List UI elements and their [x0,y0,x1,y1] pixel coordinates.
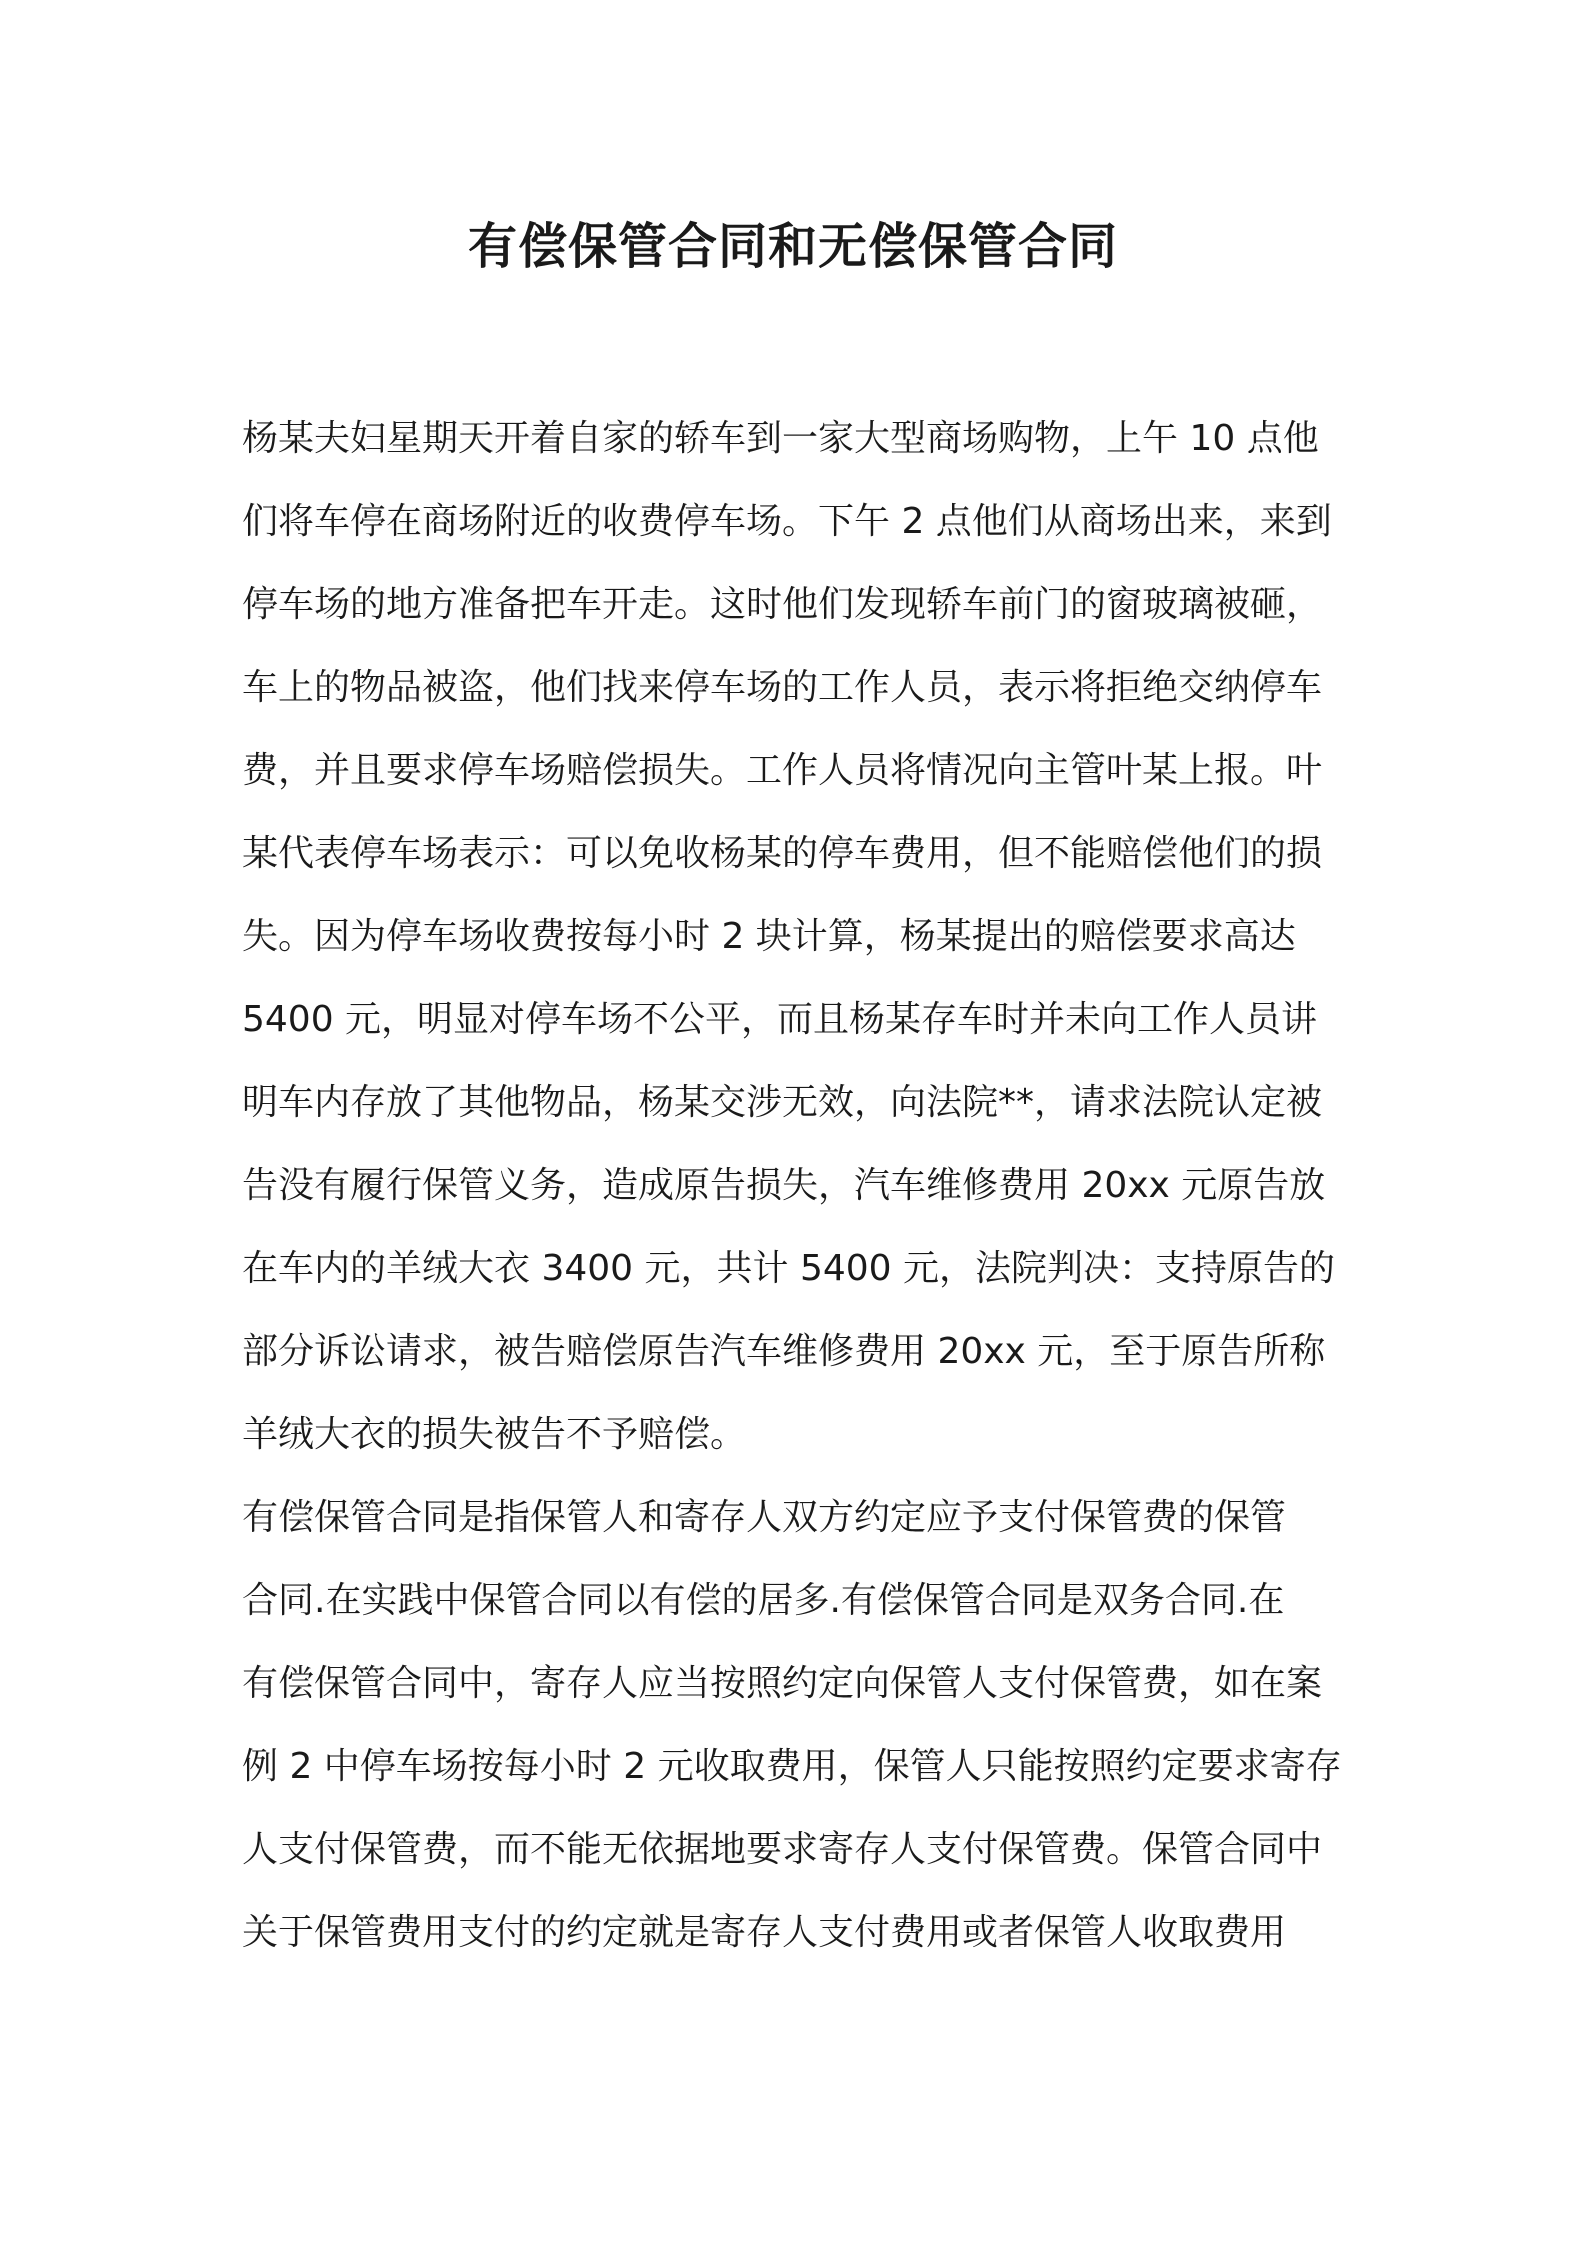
body-line: 们将车停在商场附近的收费停车场。下午 2 点他们从商场出来，来到 [242,501,1332,542]
body-line: 停车场的地方准备把车开走。这时他们发现轿车前门的窗玻璃被砸， [242,584,1323,625]
body-line: 车上的物品被盗，他们找来停车场的工作人员，表示将拒绝交纳停车 [242,667,1323,708]
body-line: 部分诉讼请求，被告赔偿原告汽车维修费用 20xx 元，至于原告所称 [242,1331,1326,1372]
body-line: 杨某夫妇星期天开着自家的轿车到一家大型商场购物，上午 10 点他 [242,418,1319,459]
body-line: 羊绒大衣的损失被告不予赔偿。 [242,1414,747,1455]
body-line: 失。因为停车场收费按每小时 2 块计算，杨某提出的赔偿要求高达 [242,916,1296,957]
body-line: 5400 元，明显对停车场不公平，而且杨某存车时并未向工作人员讲 [242,999,1318,1040]
body-line: 合同.在实践中保管合同以有偿的居多.有偿保管合同是双务合同.在 [242,1580,1285,1621]
body-line: 费，并且要求停车场赔偿损失。工作人员将情况向主管叶某上报。叶 [242,750,1323,791]
body-line: 告没有履行保管义务，造成原告损失，汽车维修费用 20xx 元原告放 [242,1165,1326,1206]
body-line: 在车内的羊绒大衣 3400 元，共计 5400 元，法院判决：支持原告的 [242,1248,1336,1289]
body-line: 明车内存放了其他物品，杨某交涉无效，向法院**，请求法院认定被 [242,1082,1323,1123]
body-line: 例 2 中停车场按每小时 2 元收取费用，保管人只能按照约定要求寄存 [242,1746,1342,1787]
document-title: 有偿保管合同和无偿保管合同 [467,218,1118,275]
body-line: 有偿保管合同中，寄存人应当按照约定向保管人支付保管费，如在案 [242,1663,1323,1704]
body-line: 某代表停车场表示：可以免收杨某的停车费用，但不能赔偿他们的损 [242,833,1323,874]
body-line: 有偿保管合同是指保管人和寄存人双方约定应予支付保管费的保管 [242,1497,1287,1538]
body-line: 人支付保管费，而不能无依据地要求寄存人支付保管费。保管合同中 [242,1829,1323,1870]
body-line: 关于保管费用支付的约定就是寄存人支付费用或者保管人收取费用 [242,1912,1287,1953]
